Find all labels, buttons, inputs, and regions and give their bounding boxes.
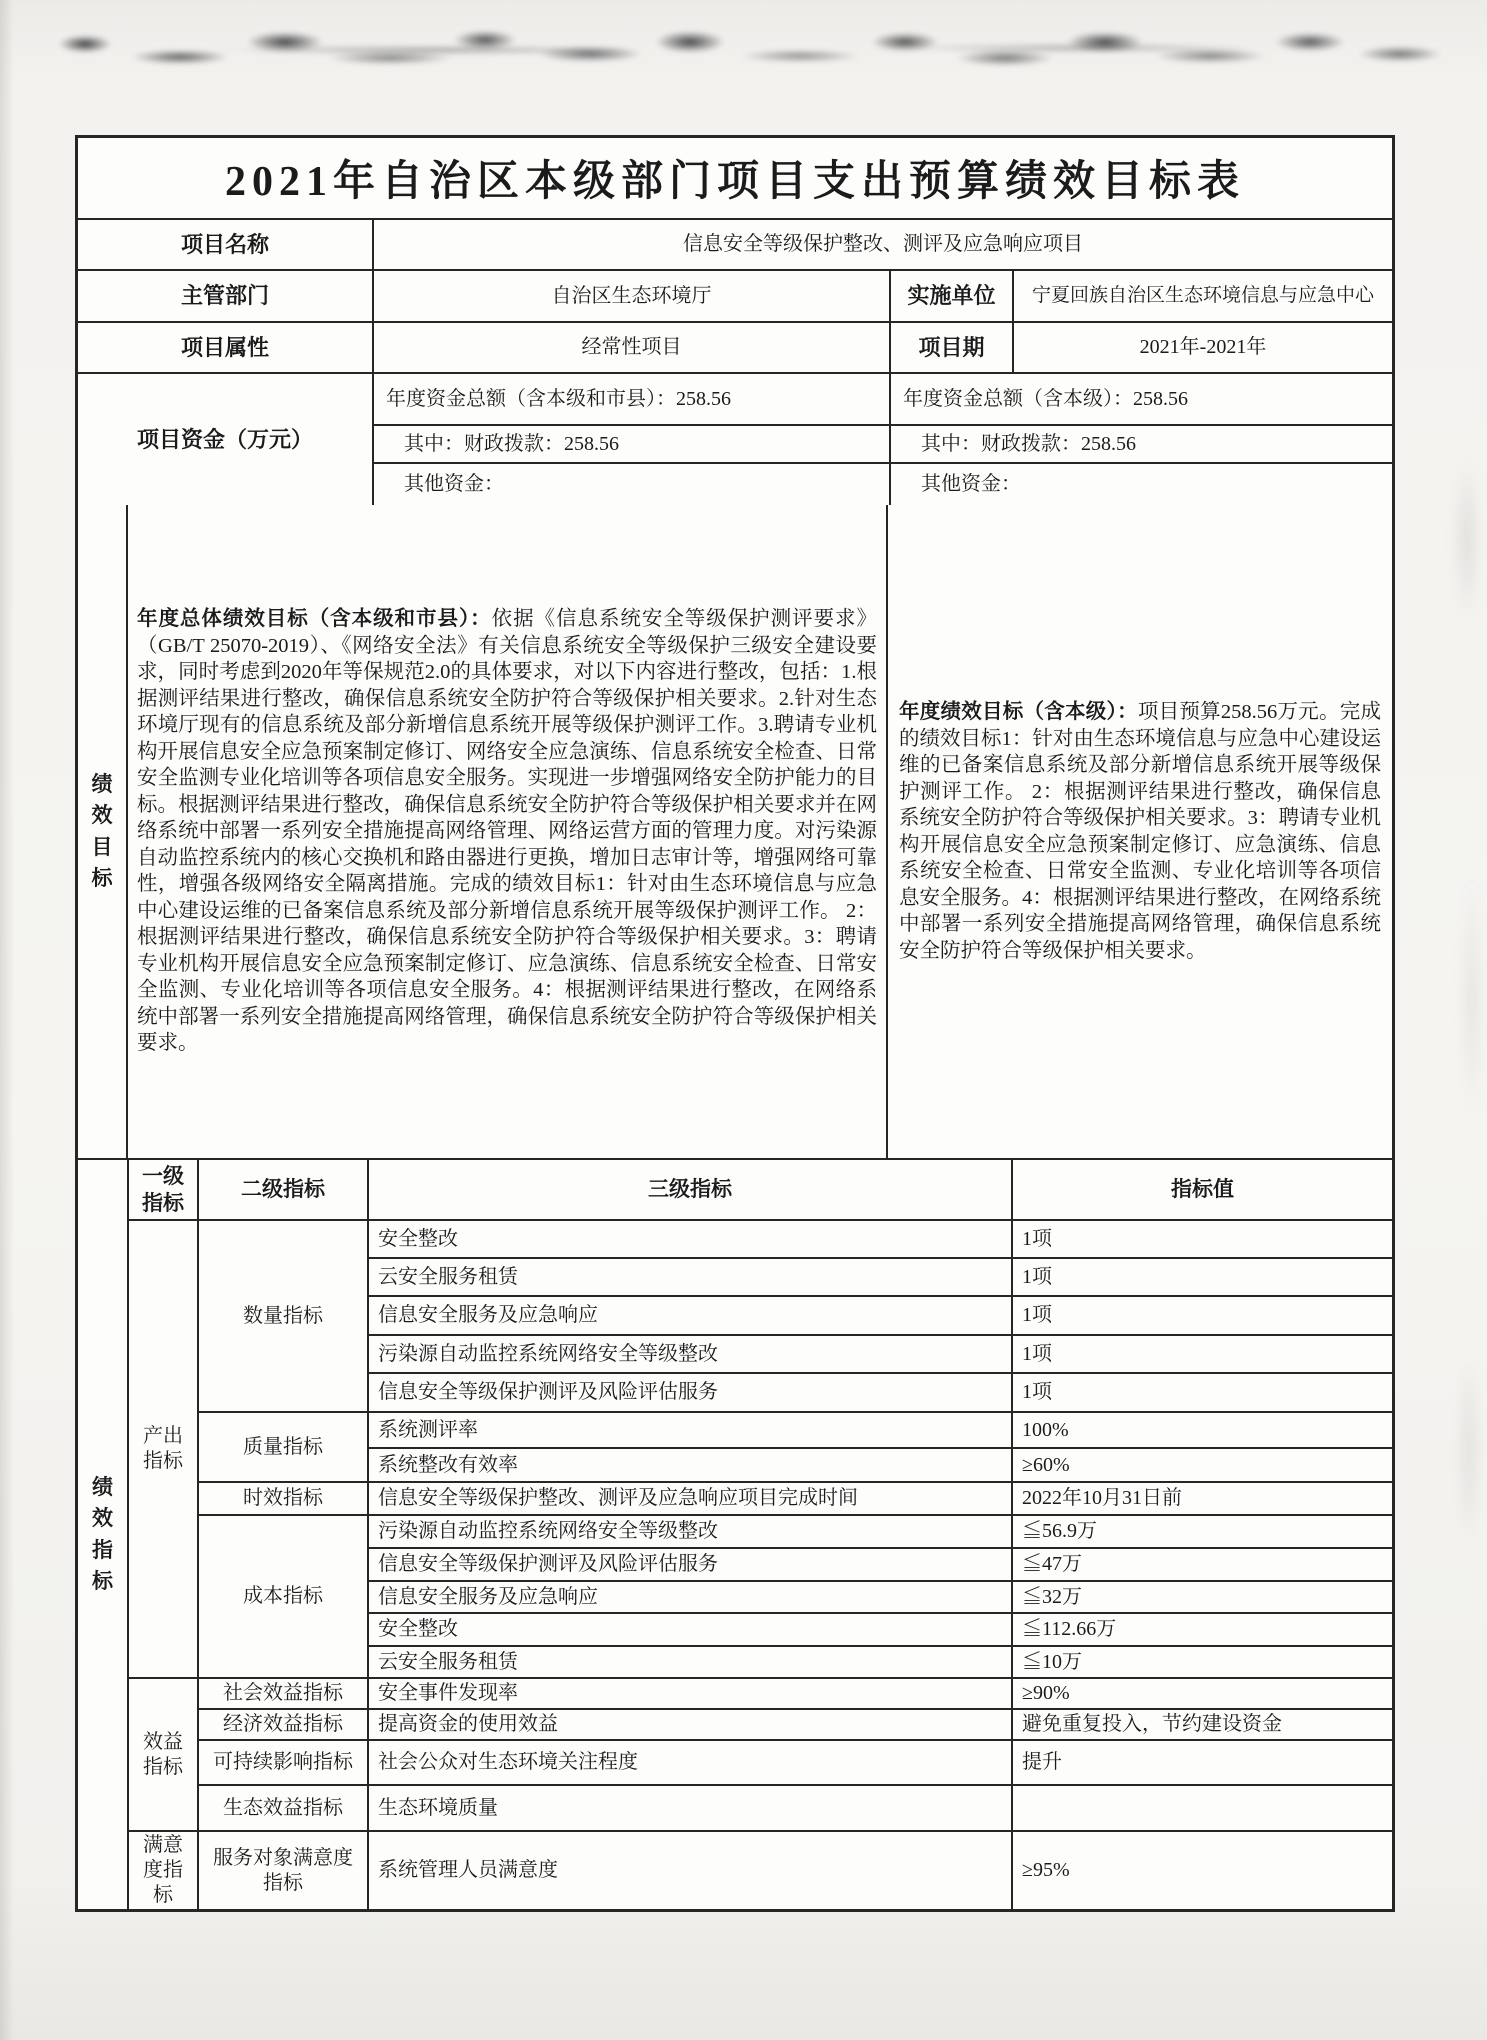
indicator-name-cell: 信息安全服务及应急响应 xyxy=(368,1296,1012,1335)
subgroup-economic: 经济效益指标 xyxy=(198,1709,368,1740)
indicator-value-cell: ≥95% xyxy=(1012,1831,1392,1909)
indicator-value-cell: 1项 xyxy=(1012,1335,1392,1373)
fund-other-own: 其他资金： xyxy=(890,463,1392,505)
attr-value: 经常性项目 xyxy=(373,322,890,373)
indicator-name-cell: 信息安全等级保护测评及风险评估服务 xyxy=(368,1548,1012,1581)
project-name-value: 信息安全等级保护整改、测评及应急响应项目 xyxy=(373,220,1392,270)
indicator-header-row xyxy=(78,1160,1392,1220)
attr-label: 项目属性 xyxy=(78,322,373,373)
header-value: 指标值 xyxy=(1012,1160,1392,1220)
indicator-name-cell: 信息安全等级保护测评及风险评估服务 xyxy=(368,1373,1012,1412)
subgroup-timeliness: 时效指标 xyxy=(198,1482,368,1515)
budget-performance-table xyxy=(75,135,1395,1912)
dept-label: 主管部门 xyxy=(78,270,373,322)
indicator-value-cell: ≦32万 xyxy=(1012,1581,1392,1613)
indicator-value-cell: ≦47万 xyxy=(1012,1548,1392,1581)
table-row xyxy=(78,373,1392,425)
fund-total-local: 年度资金总额（含本级和市县）：258.56 xyxy=(373,373,890,425)
indicator-value-cell: 2022年10月31日前 xyxy=(1012,1482,1392,1515)
indicator-value-cell: 提升 xyxy=(1012,1740,1392,1785)
indicator-value-cell: 1项 xyxy=(1012,1258,1392,1296)
indicator-name-cell: 安全整改 xyxy=(368,1220,1012,1258)
fund-other-local: 其他资金： xyxy=(373,463,890,505)
indicator-value-cell: ≦112.66万 xyxy=(1012,1613,1392,1646)
group-benefit: 效益指标 xyxy=(128,1678,198,1831)
indicator-value-cell: 1项 xyxy=(1012,1373,1392,1412)
indicator-name-cell: 系统管理人员满意度 xyxy=(368,1831,1012,1909)
indicator-value-cell: 100% xyxy=(1012,1412,1392,1448)
period-label: 项目期 xyxy=(890,322,1013,373)
subgroup-quality: 质量指标 xyxy=(198,1412,368,1482)
indicator-row xyxy=(78,1740,1392,1785)
indicator-name-cell: 云安全服务租赁 xyxy=(368,1258,1012,1296)
indicator-value-cell: ≦56.9万 xyxy=(1012,1515,1392,1548)
indicator-name-cell: 安全整改 xyxy=(368,1613,1012,1646)
scan-artifact-right xyxy=(1417,300,1487,1700)
indicator-name-cell: 系统测评率 xyxy=(368,1412,1012,1448)
subgroup-quantity: 数量指标 xyxy=(198,1220,368,1412)
indicators-side-label: 绩效指标 xyxy=(78,1160,128,1909)
dept-value: 自治区生态环境厅 xyxy=(373,270,890,322)
project-info-table xyxy=(78,220,1392,505)
table-row xyxy=(78,220,1392,270)
goals-side-label: 绩效目标 xyxy=(78,505,128,1158)
overall-goal-body: 依据《信息系统安全等级保护测评要求》（GB/T 25070-2019）、《网络安全法》有关信息系统安全等级保护三级安全建设要求，同时考虑到2020年等保规范2.0的具体要求，对以下内容进行整改，包括：1.根据测评结果进行整改，确保信息系统安全防护符合等级保护相关要求。2.针对生态环境厅现有的信息系统及部分新增信息系统开展等级保护测评工作。3.聘请专业机构开展信息安全应急预案制定修订、网络安全应急演练、信息系统安全检查、日常安全监测专业化培训等各项信息安全服务。实现进一步增强网络安全防护能力的目标。根据测评结果进行整改，确保信息系统安全防护符合等级保护相关要求并在网络系统中部署一系列安全措施提高网络管理、网络运营方面的管理力度。对污染源自动监控系统内的核心交换机和路由器进行更换，增加日志审计等，增强网络可靠性，增强各级网络安全隔离措施。完成的绩效目标1：针对由生态环境信息与应急中心建设运维的已备案信息系统及部分新增信息系统开展等级保护测评工作。 2：根据测评结果进行整改，确保信息系统安全防护符合等级保护相关要求。3：聘请专业机构开展信息安全应急预案制定修订、应急演练、信息系统安全检查、日常安全监测、专业化培训等各项信息安全服务。4：根据测评结果进行整改，在网络系统中部署一系列安全措施提高网络管理，确保信息系统安全防护符合等级保护相关要求。 xyxy=(137,608,877,1055)
indicator-value-cell xyxy=(1012,1785,1392,1831)
header-level1: 一级指标 xyxy=(128,1160,198,1220)
indicator-value-cell: 1项 xyxy=(1012,1220,1392,1258)
indicator-name-cell: 信息安全等级保护整改、测评及应急响应项目完成时间 xyxy=(368,1482,1012,1515)
indicator-value-cell: 避免重复投入，节约建设资金 xyxy=(1012,1709,1392,1740)
group-satisfaction: 满意度指标 xyxy=(128,1831,198,1909)
indicator-row xyxy=(78,1709,1392,1740)
indicator-name-cell: 生态环境质量 xyxy=(368,1785,1012,1831)
impl-unit-label: 实施单位 xyxy=(890,270,1013,322)
period-value: 2021年-2021年 xyxy=(1013,322,1392,373)
subgroup-ecological: 生态效益指标 xyxy=(198,1785,368,1831)
fund-total-own: 年度资金总额（含本级）：258.56 xyxy=(890,373,1392,425)
header-level3: 三级指标 xyxy=(368,1160,1012,1220)
indicator-row xyxy=(78,1831,1392,1909)
indicator-value-cell: 1项 xyxy=(1012,1296,1392,1335)
table-row xyxy=(78,270,1392,322)
indicator-value-cell: ≥90% xyxy=(1012,1678,1392,1709)
fund-label: 项目资金（万元） xyxy=(78,373,373,505)
impl-unit-value: 宁夏回族自治区生态环境信息与应急中心 xyxy=(1013,270,1392,322)
subgroup-service-satisfaction: 服务对象满意度指标 xyxy=(198,1831,368,1909)
indicator-name-cell: 社会公众对生态环境关注程度 xyxy=(368,1740,1012,1785)
subgroup-social: 社会效益指标 xyxy=(198,1678,368,1709)
scan-artifact-left xyxy=(0,0,14,2040)
indicator-row xyxy=(78,1412,1392,1448)
indicator-value-cell: ≥60% xyxy=(1012,1448,1392,1482)
fund-fiscal-local: 其中：财政拨款：258.56 xyxy=(373,425,890,463)
indicator-value-cell: ≦10万 xyxy=(1012,1646,1392,1678)
performance-goals-section xyxy=(78,505,1392,1160)
indicator-name-cell: 安全事件发现率 xyxy=(368,1678,1012,1709)
header-level2: 二级指标 xyxy=(198,1160,368,1220)
indicator-name-cell: 提高资金的使用效益 xyxy=(368,1709,1012,1740)
subgroup-cost: 成本指标 xyxy=(198,1515,368,1678)
fund-fiscal-own: 其中：财政拨款：258.56 xyxy=(890,425,1392,463)
indicator-name-cell: 系统整改有效率 xyxy=(368,1448,1012,1482)
group-output: 产出指标 xyxy=(128,1220,198,1678)
annual-goal-body: 项目预算258.56万元。完成的绩效目标1：针对由生态环境信息与应急中心建设运维的已备案信息系统及部分新增信息系统开展等级保护测评工作。 2：根据测评结果进行整改，确保信息系统安全防护符合等级保护相关要求。3：聘请专业机构开展信息安全应急预案制定修订、应急演练、信息系统安全检查、日常安全监测、专业化培训等各项信息安全服务。4：根据测评结果进行整改，在网络系统中部署一系列安全措施提高网络管理，确保信息系统安全防护符合等级保护相关要求。 xyxy=(899,701,1382,962)
page-title: 2021年自治区本级部门项目支出预算绩效目标表 xyxy=(78,138,1392,220)
indicator-row xyxy=(78,1515,1392,1548)
indicator-row xyxy=(78,1220,1392,1258)
indicator-row xyxy=(78,1678,1392,1709)
annual-goal-cell xyxy=(888,505,1392,1158)
table-row xyxy=(78,322,1392,373)
scan-artifact-top xyxy=(30,12,1450,90)
overall-goal-cell xyxy=(128,505,888,1158)
indicator-table xyxy=(78,1160,1392,1909)
indicator-row xyxy=(78,1482,1392,1515)
subgroup-sustainability: 可持续影响指标 xyxy=(198,1740,368,1785)
indicator-name-cell: 污染源自动监控系统网络安全等级整改 xyxy=(368,1515,1012,1548)
indicator-name-cell: 信息安全服务及应急响应 xyxy=(368,1581,1012,1613)
project-name-label: 项目名称 xyxy=(78,220,373,270)
overall-goal-lead: 年度总体绩效目标（含本级和市县）： xyxy=(137,608,492,631)
indicator-name-cell: 污染源自动监控系统网络安全等级整改 xyxy=(368,1335,1012,1373)
indicator-row xyxy=(78,1785,1392,1831)
annual-goal-lead: 年度绩效目标（含本级）： xyxy=(899,701,1138,723)
indicator-name-cell: 云安全服务租赁 xyxy=(368,1646,1012,1678)
